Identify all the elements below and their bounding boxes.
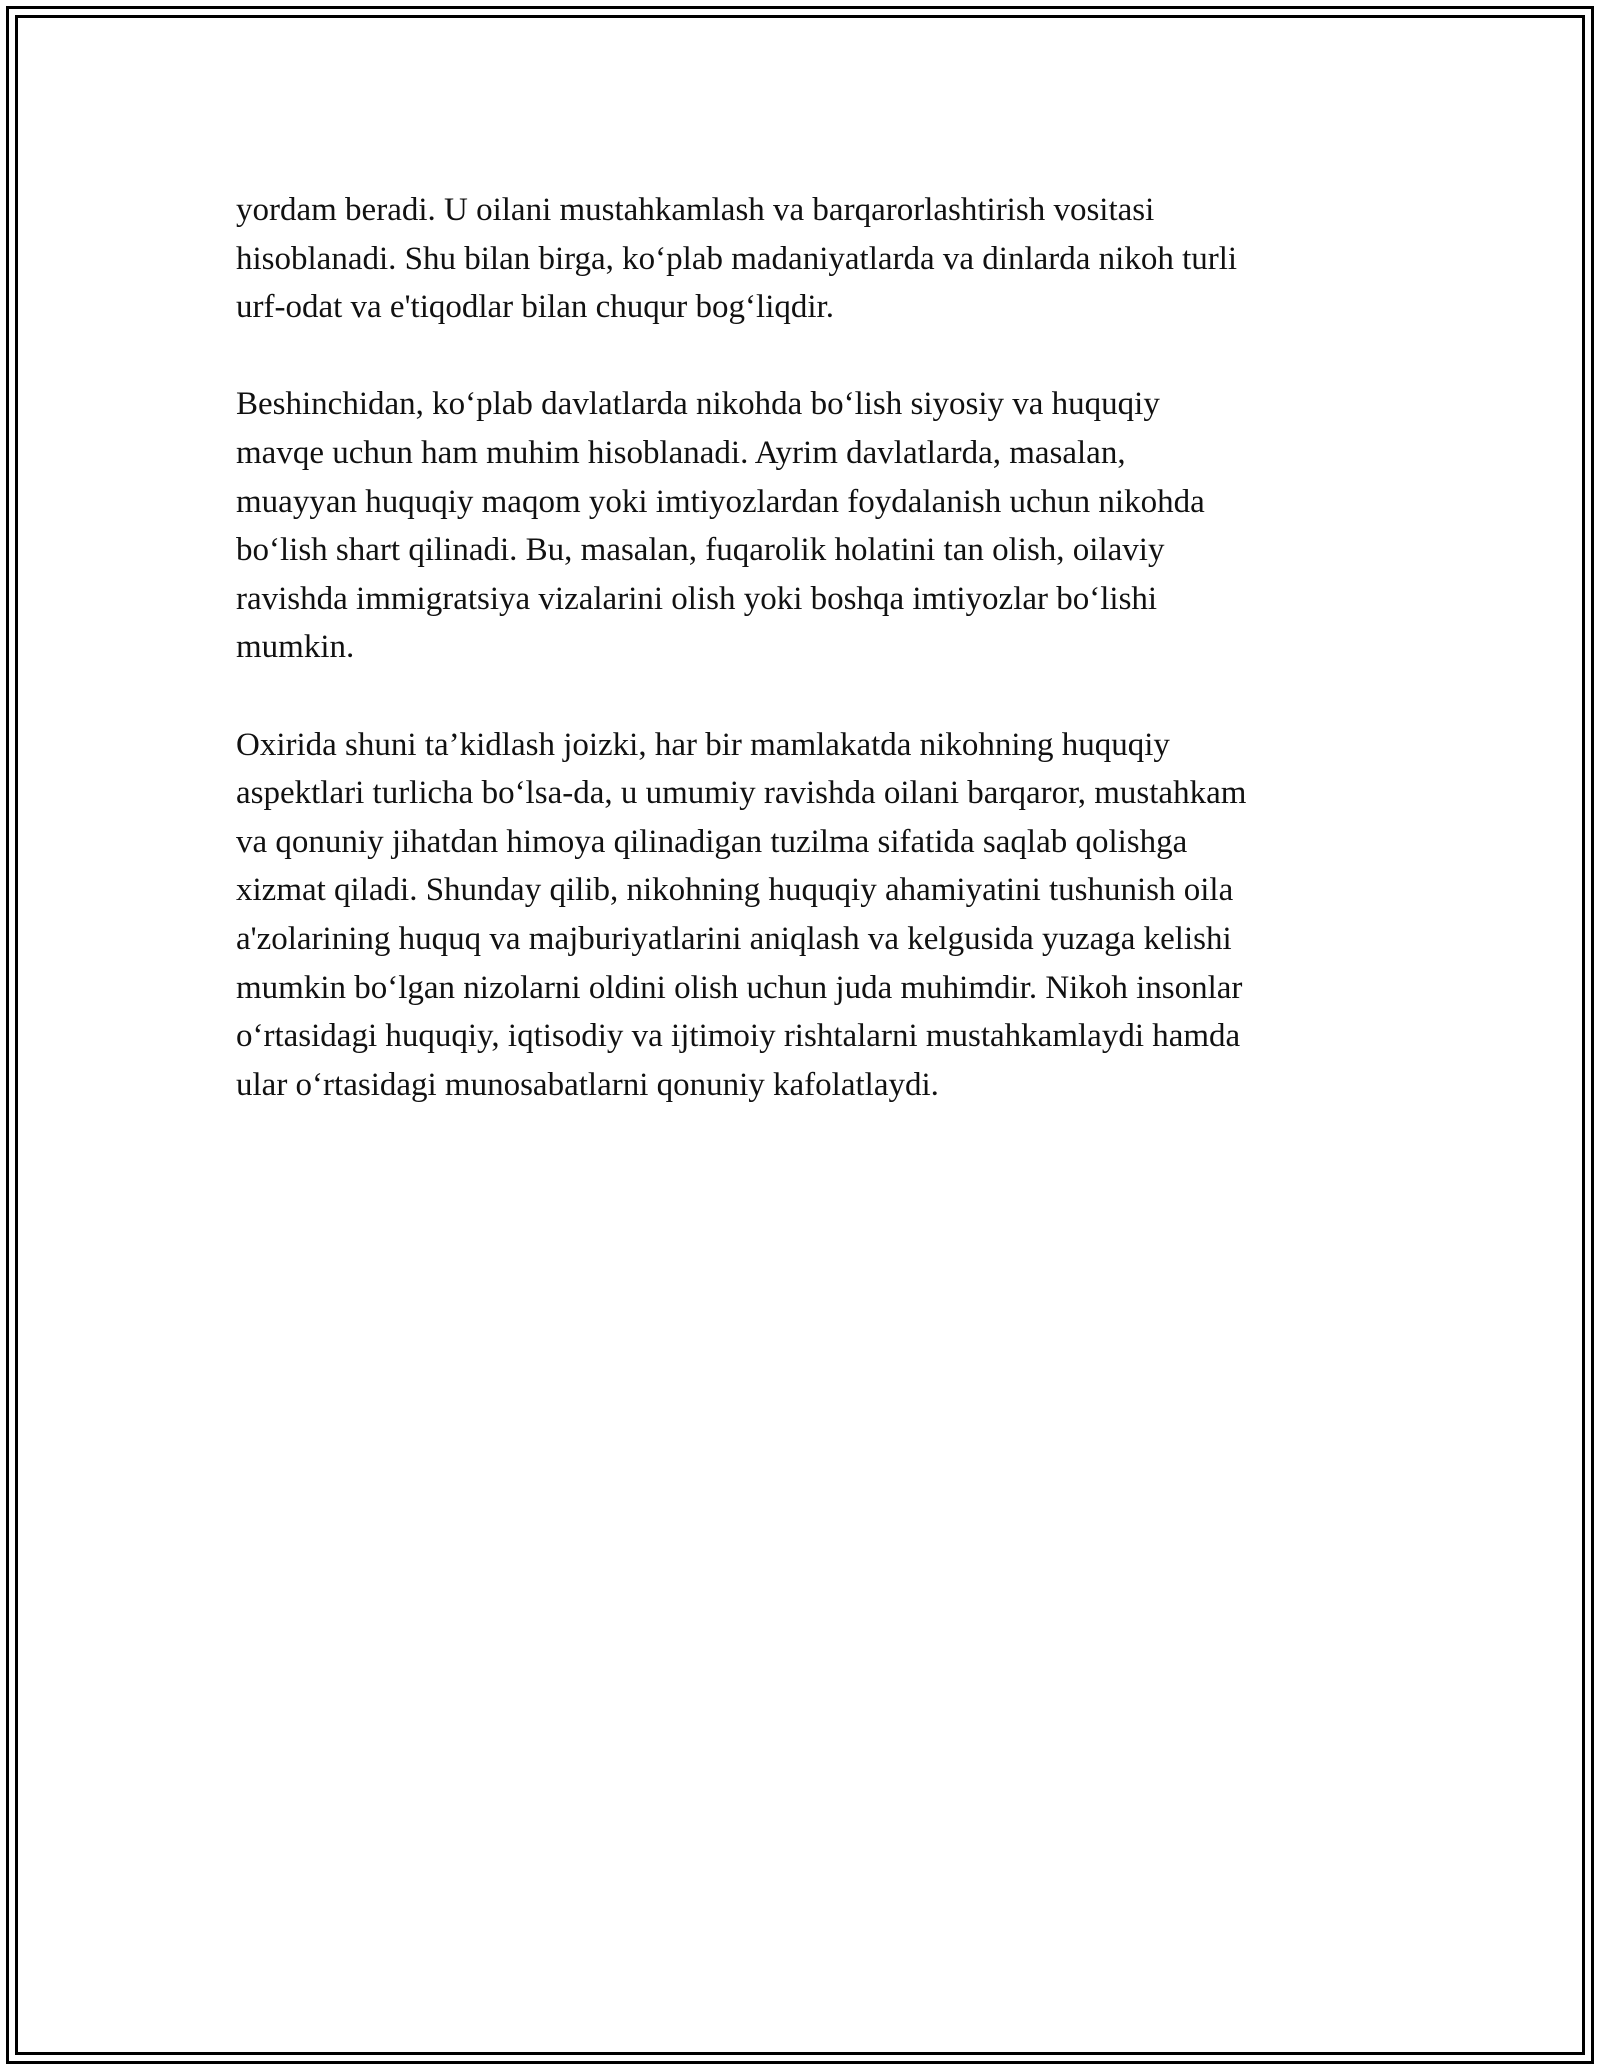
paragraph-2: Beshinchidan, ko‘plab davlatlarda nikohda bo‘lish siyosiy va huquqiy mavqe uchun ham muhim hisoblanadi. Ayrim davlatlarda, masalan, muayyan huquqiy maqom yoki imtiyozlardan foydalanish uchun nikohda bo‘lish shart qilinadi. Bu, masalan, fuqarolik holatini tan olish, oilaviy ravishda immigratsiya vizalarini olish yoki boshqa imtiyozlar bo‘lishi mumkin. bbox=[236, 386, 1205, 666]
paragraph-3: Oxirida shuni ta’kidlash joizki, har bir mamlakatda nikohning huquqiy aspektlari turlicha bo‘lsa-da, u umumiy ravishda oilani barqaror, mustahkam va qonuniy jihatdan himoya qilinadigan tuzilma sifatida saqlab qolishga xizmat qiladi. Shunday qilib, nikohning huquqiy ahamiyatini tushunish oila a'zolarining huquq va majburiyatlarini aniqlash va kelgusida yuzaga kelishi mumkin bo‘lgan nizolarni oldini olish uchun juda muhimdir. Nikoh insonlar o‘rtasidagi huquqiy, iqtisodiy va ijtimoiy rishtalarni mustahkamlaydi hamda ular o‘rtasidagi munosabatlarni qonuniy kafolatlaydi. bbox=[236, 726, 1247, 1103]
document-body bbox=[236, 186, 1366, 1109]
paragraph-1: yordam beradi. U oilani mustahkamlash va barqarorlashtirish vositasi hisoblanadi. Shu bilan birga, ko‘plab madaniyatlarda va dinlarda nikoh turli urf-odat va e'tiqodlar bilan chuqur bog‘liqdir. bbox=[236, 192, 1238, 326]
